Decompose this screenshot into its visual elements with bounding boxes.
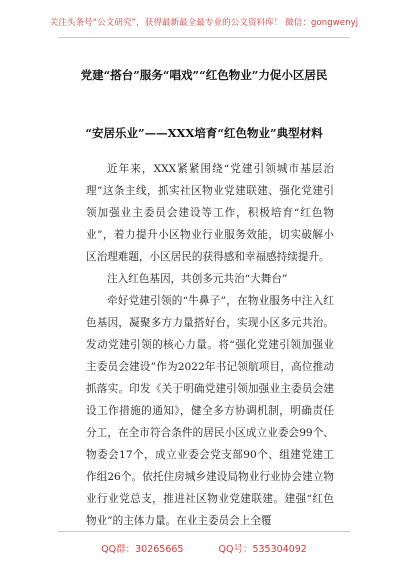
- paragraph-intro: 近年来，XXX紧紧围绕“党建引领城市基层治理”这条主线，抓实社区物业党建联建、强化党建引领加强业主委员会建设等工作，积极培育“红色物业”，着力提升小区物业行业服务效能，切实破解小区治理难题，小区居民的获得感和幸福感持续提升。: [86, 163, 334, 263]
- section-heading: 注入红色基因，共创多元共治“大舞台”: [107, 273, 288, 285]
- document-title-line-2: “安居乐业”——XXX培育“红色物业”典型材料: [85, 126, 323, 140]
- document-title-line-1: 党建“搭台”服务“唱戏”“红色物业”力促小区居民: [80, 68, 328, 82]
- qq-group-label: QQ群：30265665: [101, 544, 184, 555]
- header-divider: [58, 37, 350, 38]
- page-footer: [0, 541, 408, 555]
- qq-number-label: QQ号：535304092: [218, 544, 307, 555]
- footer-divider: [58, 531, 350, 532]
- document-body: [86, 158, 334, 532]
- page-header: 关注头条号“公文研究”，获得最新最全最专业的公文资料库！ 微信：gongwenyj: [49, 18, 359, 28]
- paragraph-body: 牵好党建引领的“牛鼻子”，在物业服务中注入红色基因，凝聚多方力量搭好台，实现小区多元共治。发动党建引领的核心力量。将“强化党建引领加强业主委员会建设”作为2022年书记领航项目，高位推动抓落实。印发《关于明确党建引领加强业主委员会建设工作措施的通知》，健全多方协调机制，明确责任分工，在全市符合条件的居民小区成立业委会99个、物委会17个，成立业委会党支部90个、组建党建工作组26个。依托住房城乡建设局物业行业协会建立物业行业党总支，推进社区物业党建联建。建强“红色物业”的主体力量。在业主委员会上全覆: [86, 295, 334, 527]
